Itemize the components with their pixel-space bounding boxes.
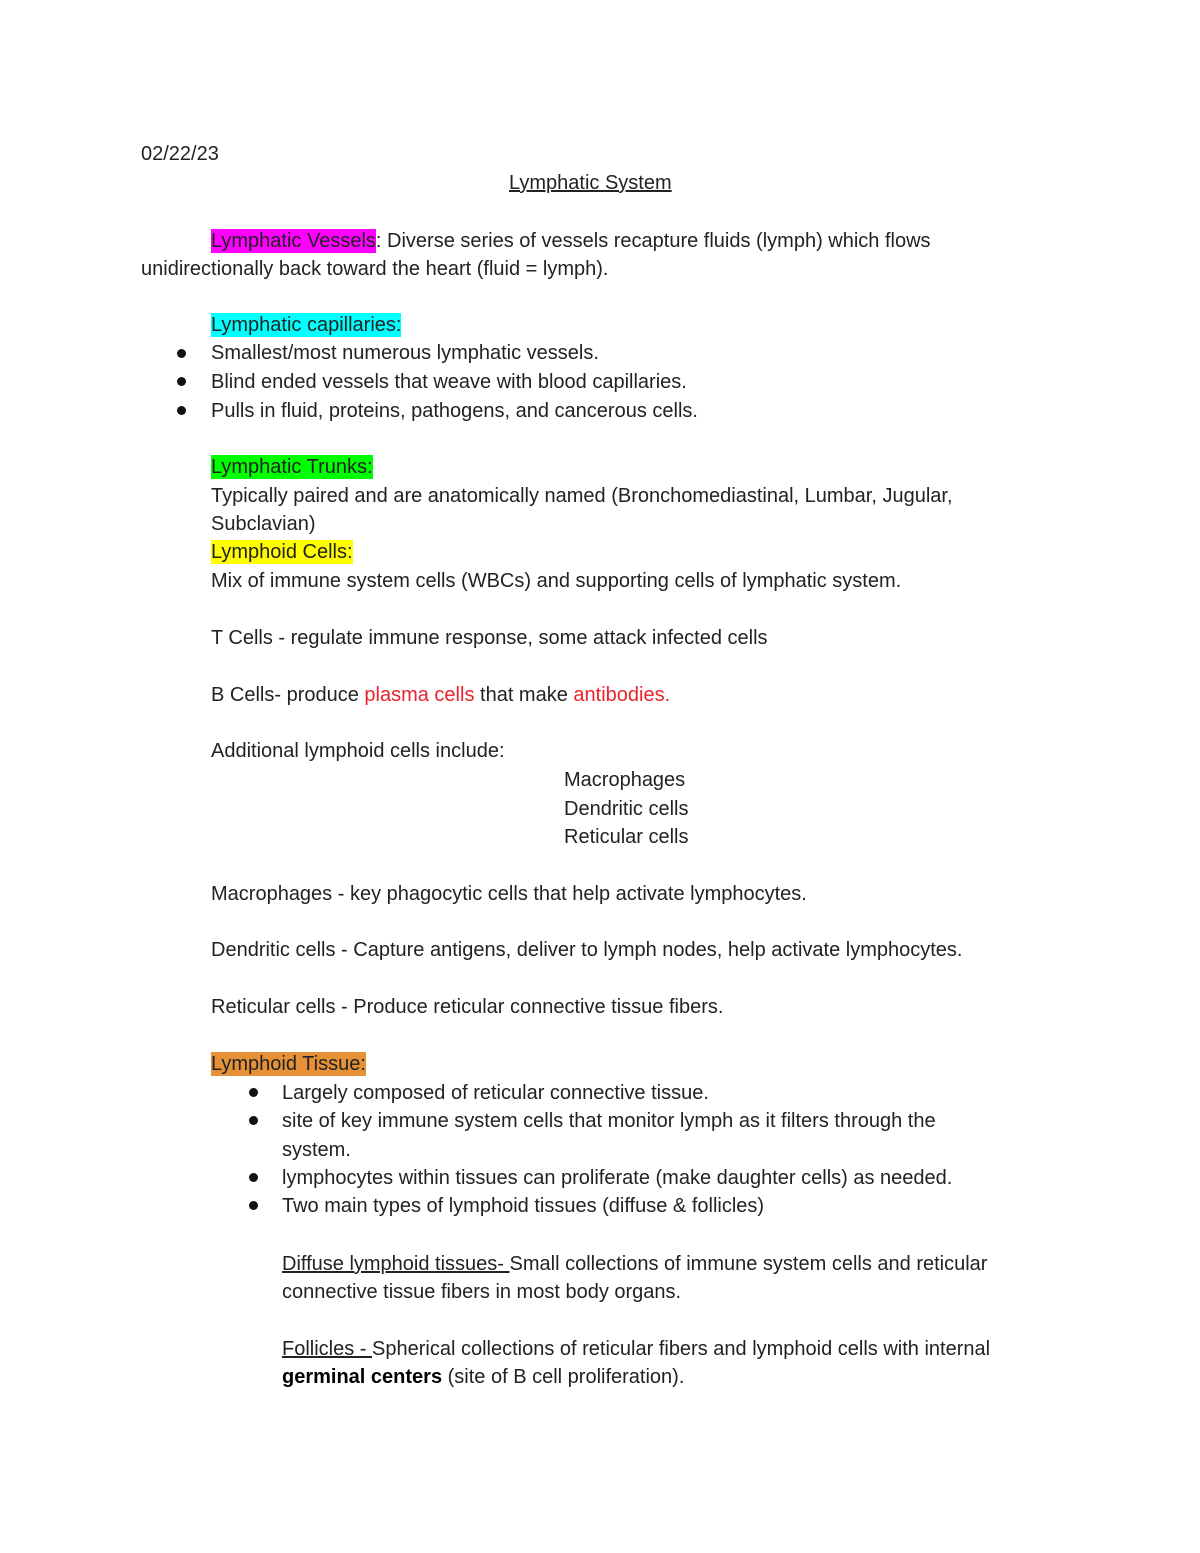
capillaries-heading: Lymphatic capillaries: bbox=[211, 314, 402, 336]
tissue-bullet-3: lymphocytes within tissues can proliferate (make daughter cells) as needed. bbox=[282, 1167, 953, 1189]
macrophages-def: Macrophages - key phagocytic cells that help activate lymphocytes. bbox=[211, 883, 807, 905]
date: 02/22/23 bbox=[141, 143, 219, 165]
bullet-icon bbox=[177, 406, 186, 415]
trunks-text-1: Typically paired and are anatomically named (Bronchomediastinal, Lumbar, Jugular, bbox=[211, 485, 953, 507]
diffuse-text-2: connective tissue fibers in most body organs. bbox=[282, 1281, 682, 1303]
reticular-def: Reticular cells - Produce reticular connective tissue fibers. bbox=[211, 996, 724, 1018]
trunks-text-2: Subclavian) bbox=[211, 513, 316, 535]
plasma-cells-text: plasma cells bbox=[364, 684, 475, 706]
follicles-title: Follicles - bbox=[282, 1338, 373, 1360]
cells-heading-line bbox=[211, 538, 353, 566]
bullet-icon bbox=[249, 1173, 258, 1182]
tissue-bullet-1: Largely composed of reticular connective tissue. bbox=[282, 1082, 709, 1104]
list-dendritic: Dendritic cells bbox=[564, 798, 689, 820]
antibodies-text: antibodies. bbox=[573, 684, 671, 706]
list-macrophages: Macrophages bbox=[564, 769, 686, 791]
diffuse-title: Diffuse lymphoid tissues- bbox=[282, 1253, 510, 1275]
bullet-icon bbox=[177, 377, 186, 386]
follicles-text-2: (site of B cell proliferation). bbox=[442, 1366, 685, 1388]
capillaries-bullet-3: Pulls in fluid, proteins, pathogens, and cancerous cells. bbox=[211, 400, 698, 422]
bullet-icon bbox=[249, 1116, 258, 1125]
capillaries-heading-line bbox=[211, 311, 401, 339]
follicles-text-1: Spherical collections of reticular fibers and lymphoid cells with internal bbox=[372, 1338, 991, 1360]
capillaries-bullet-2: Blind ended vessels that weave with blood capillaries. bbox=[211, 371, 687, 393]
vessels-line-1 bbox=[211, 227, 931, 255]
tissue-heading: Lymphoid Tissue: bbox=[211, 1053, 366, 1075]
vessels-text-1: : Diverse series of vessels recapture fluids (lymph) which flows bbox=[375, 230, 931, 252]
tissue-bullet-2a: site of key immune system cells that monitor lymph as it filters through the bbox=[282, 1110, 936, 1132]
list-reticular: Reticular cells bbox=[564, 826, 689, 848]
vessels-text-2: unidirectionally back toward the heart (fluid = lymph). bbox=[141, 258, 609, 280]
dendritic-def: Dendritic cells - Capture antigens, deliver to lymph nodes, help activate lymphocytes. bbox=[211, 939, 963, 961]
diffuse-text-1: Small collections of immune system cells and reticular bbox=[509, 1253, 988, 1275]
bullet-icon bbox=[177, 349, 186, 358]
trunks-heading-line bbox=[211, 453, 373, 481]
cells-heading: Lymphoid Cells: bbox=[211, 541, 353, 563]
bullet-icon bbox=[249, 1088, 258, 1097]
capillaries-bullet-1: Smallest/most numerous lymphatic vessels. bbox=[211, 342, 599, 364]
trunks-heading: Lymphatic Trunks: bbox=[211, 456, 373, 478]
follicles-line-2 bbox=[282, 1363, 684, 1391]
tissue-bullet-2b: system. bbox=[282, 1139, 351, 1161]
vessels-heading: Lymphatic Vessels bbox=[211, 230, 376, 252]
follicles-line-1 bbox=[282, 1335, 990, 1363]
diffuse-line-1 bbox=[282, 1250, 987, 1278]
b-cells-middle: that make bbox=[474, 684, 574, 706]
b-cells-prefix: B Cells- produce bbox=[211, 684, 365, 706]
cells-text: Mix of immune system cells (WBCs) and supporting cells of lymphatic system. bbox=[211, 570, 902, 592]
b-cells-line bbox=[211, 681, 670, 709]
tissue-bullet-4: Two main types of lymphoid tissues (diffuse & follicles) bbox=[282, 1195, 765, 1217]
germinal-centers-text: germinal centers bbox=[282, 1366, 443, 1388]
bullet-icon bbox=[249, 1201, 258, 1210]
page-title: Lymphatic System bbox=[509, 172, 672, 194]
additional-cells-text: Additional lymphoid cells include: bbox=[211, 740, 505, 762]
t-cells-text: T Cells - regulate immune response, some attack infected cells bbox=[211, 627, 768, 649]
tissue-heading-line bbox=[211, 1050, 366, 1078]
